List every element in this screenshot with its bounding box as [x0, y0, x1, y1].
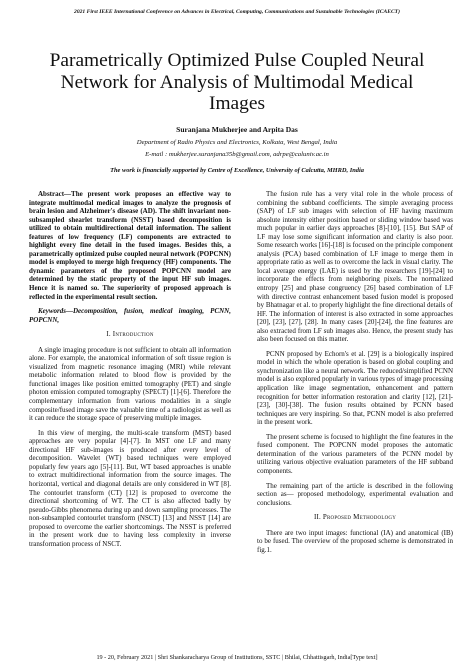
right-column — [257, 190, 453, 560]
conference-header: 2021 First IEEE International Conference on Advances in Electrical, Computing, Communications and Sustainable Technologies (ICAECT) — [74, 9, 400, 15]
intro-paragraph: In this view of merging, the multi-scale transform (MST) based approaches are very popular [4]-[7]. In MST one LF and many directional HF sub-images is produced after every level of decomposition. Wavelet (WT) based techniques were employed popularly few years ago [5]-[11]. But, WT based approaches is unable to extract multidirectional information from the source images. The horizontal, vertical and diagonal details are only considered in WT [8]. The contourlet transform (CT) [12] is proposed to overcome the directional shortcoming of WT. The CT is also affected badly by pseudo-Gibbs phenomena during up and down sampling processes. The non-subsampled contourlet transform (NSCT) [13] and NSST [14] are proposed to overcome the earlier shortcomings. The NSST is preferred in the present work due to having less complexity in inverse transformation process of NSCT. — [29, 428, 231, 548]
body-paragraph: The remaining part of the article is described in the following section as— proposed methodology, experimental evaluation and conclusions. — [257, 481, 453, 507]
paper-title: Parametrically Optimized Pulse Coupled Neural Network for Analysis of Multimodal Medical Images — [49, 50, 425, 114]
authors: Suranjana Mukherjee and Arpita Das — [176, 125, 298, 134]
body-paragraph: There are two input images: functional (IA) and anatomical (IB) to be fused. The overview of the proposed scheme is demonstrated in fig.1. — [257, 528, 453, 554]
author-emails: E-mail : mukherjee.suranjana35b@gmail.com, adrpe@caluniv.ac.in — [145, 151, 329, 158]
affiliation: Department of Radio Physics and Electronics, Kolkata, West Bengal, India — [136, 139, 338, 146]
left-column — [29, 190, 231, 554]
section-heading-methodology: II. Proposed Methodology — [313, 513, 397, 522]
intro-paragraph: A single imaging procedure is not sufficient to obtain all information alone. For example, the anatomical information of soft tissue region is visualized from magnetic resonance imaging (MRI) while relevant metabolic information related to blood flow is provided by the functional images like position emitted tomography (PET) and single photon emission computed tomography (SPECT) [1]-[6]. Therefore the complementary information from various modalities in a single composite/fused image save the valuable time of a radiologist as well as it can reduce the storage space of preserving multiple images. — [29, 345, 231, 423]
keywords: Keywords—Decomposition, fusion, medical imaging, PCNN, POPCNN, — [29, 307, 231, 324]
section-heading-introduction: I. Introduction — [106, 330, 154, 339]
page-footer: 19 - 20, February 2021 | Shri Shankaracharya Group of Institutions, SSTC | Bhilai, Chhattisgarh, India[Type text] — [96, 654, 378, 661]
body-paragraph: The present scheme is focused to highlight the fine features in the fused component. The POPCNN model proposes the automatic determination of the various parameters of the PCNN model by utilizing various objective evaluation parameters of the HF subband components. — [257, 432, 453, 475]
funding-note: The work is financially supported by Centre of Excellence, University of Calcutta, MHRD, India — [110, 167, 364, 174]
body-paragraph: The fusion rule has a very vital role in the whole process of combining the subband coefficients. The simple averaging process (SAP) of LF sub images with selection of HF having maximum absolute intensity either position based or sliding window based was much popular in earlier days approaches [8]-[10], [15]. But SAP of LF may lose some significant information and clarity is also poor. Some research works [16]-[18] is focused on the principle component analysis (PCA) based combination of LF image to merge them in appropriate ratio as well as to overcome the lack in visual clarity. The local average energy (LAE) is used by the researchers [19]-[24] to incorporate the effects from neighboring pixels. The normalized entropy [25] and phase congruency [26] based combination of LF with directive contrast enhancement based fusion model is proposed by Bhatnagar et al. to properly highlight the fine directional details of HF. The information of interest is also extracted in some approaches [20], [23], [27], [28]. In many cases [20]-[24], the fine features are also extracted from LF sub images also. Hence, the present study has also been focused on this matter. — [257, 190, 453, 344]
body-paragraph: PCNN proposed by Echorn's et al. [29] is a biologically inspired model in which the whole operation is based on global coupling and synchronization like a neural network. The reduced/simplified PCNN model is also explored popularly in various types of image processing application like image segmentation, enhancement and pattern recognition for better information restoration and clarity [12], [21]-[23], [30]-[38]. The fusion results obtained by PCNN based techniques are very inspiring. So that, PCNN model is also preferred in the present work. — [257, 349, 453, 427]
abstract: Abstract—The present work proposes an effective way to integrate multimodal medical images to analyze the prognosis of brain lesion and Alzheimer's disease (AD). The shift invariant non-subsampled shearlet transform (NSST) based decomposition is utilized to obtain multidirectional detail information. The salient features of low frequency (LF) components are extracted to highlight every fine detail in the fused images. Besides this, a parametrically optimized pulse coupled neural network (POPCNN) model is employed to merge high frequency (HF) components. The dynamic parameters of the proposed POPCNN model are determined by the static property of the input HF sub images. Hence it is named so. The superiority of proposed approach is reflected in the experimental result section. — [29, 190, 231, 301]
